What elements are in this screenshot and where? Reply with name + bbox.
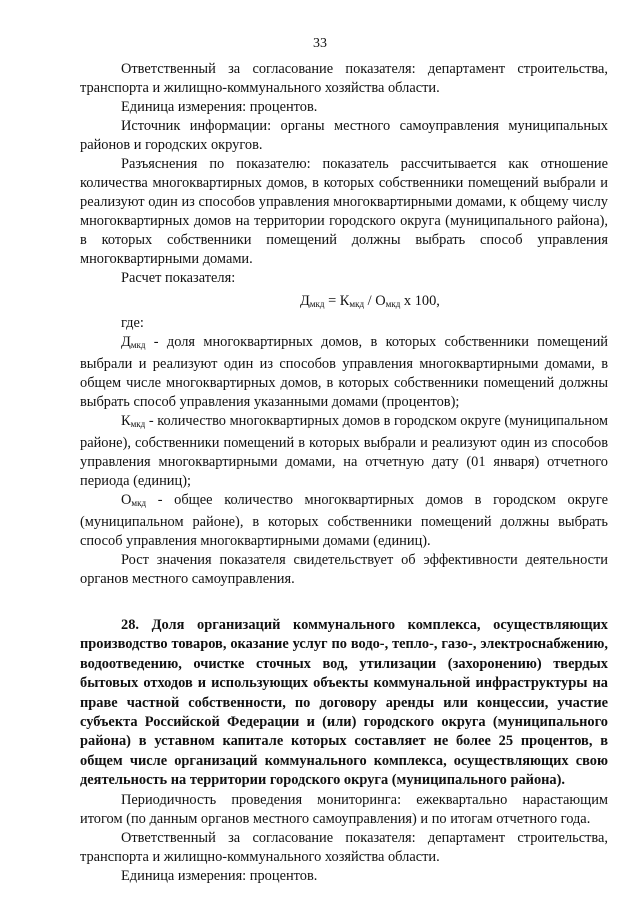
section-28-unit-paragraph: Единица измерения: процентов. (121, 867, 318, 884)
definition-o-symbol: О (121, 492, 132, 508)
periodicity-paragraph: Периодичность проведения мониторинга: ежеквартально нарастающим итогом (по данным органов местного самоуправления) и по итогам отчетного года. (80, 791, 608, 827)
definition-k-text: - количество многоквартирных домов в городском округе (муниципальном районе), собственники помещений в которых выбрали и реализуют один из способов управления многоквартирными домами, на отчетную дату (01 января) отчетного периода (единиц); (80, 413, 608, 489)
formula-lhs: Д (300, 293, 310, 309)
formula-denominator-subscript: мкд (385, 299, 401, 309)
page-content (80, 60, 608, 886)
formula-tail: х 100, (400, 293, 440, 309)
formula (80, 292, 608, 314)
formula-numerator-subscript: мкд (349, 299, 365, 309)
definition-k (80, 412, 608, 491)
definition-k-symbol: К (121, 413, 131, 429)
definition-d-subscript: мкд (130, 340, 146, 350)
formula-lhs-subscript: мкд (309, 299, 325, 309)
calculation-label: Расчет показателя: (121, 270, 236, 286)
where-label: где: (121, 315, 144, 331)
definition-o-subscript: мкд (131, 498, 147, 508)
section-28-responsible-paragraph: Ответственный за согласование показателя: департамент строительства, транспорта и жилищно-коммунального хозяйства области. (80, 829, 608, 865)
definition-o (80, 491, 608, 551)
definition-o-text: - общее количество многоквартирных домов в городском округе (муниципальном районе), в которых собственники помещений должны выбрать способ управления многоквартирными домами (единиц). (80, 492, 608, 549)
definition-k-subscript: мкд (130, 419, 146, 429)
definition-d-text: - доля многоквартирных домов, в которых собственники помещений выбрали и реализуют один из способов управления многоквартирными домами, в общем числе многоквартирных домов, в которых собственники помещений должны выбрать способ управления указанными домами (процентов); (80, 334, 608, 410)
source-paragraph: Источник информации: органы местного самоуправления муниципальных районов и городских округов. (80, 118, 608, 153)
formula-equals: = (324, 293, 340, 309)
formula-numerator: К (339, 293, 350, 309)
page-number: 33 (313, 36, 327, 51)
section-spacer (80, 589, 608, 616)
section-28-heading: 28. Доля организаций коммунального комплекса, осуществляющих производство товаров, оказание услуг по водо-, тепло-, газо-, электроснабжению, водоотведению, очистке сточных вод, утилизации (захоронению) твердых бытовых отходов и использующих объекты коммунальной инфраструктуры на праве частной собственности, по договору аренды или концессии, участие субъекта Российской Федерации и (или) городского округа (муниципального района) в уставном капитале которых составляет не более 25 процентов, в общем числе организаций коммунального комплекса, осуществляющих свою деятельность на территории городского округа (муниципального района). (80, 617, 608, 789)
explanation-paragraph: Разъяснения по показателю: показатель рассчитывается как отношение количества многоквартирных домов, в которых собственники помещений выбрали и реализуют один из способов управления многоквартирными домами, к общему числу многоквартирных домов на территории городского округа (муниципального района), в которых собственники помещений должны выбрать способ управления многоквартирными домами. (80, 156, 608, 267)
definition-d-symbol: Д (121, 334, 131, 350)
definition-d (80, 333, 608, 412)
responsible-paragraph: Ответственный за согласование показателя: департамент строительства, транспорта и жилищно-коммунального хозяйства области. (80, 61, 608, 96)
unit-paragraph: Единица измерения: процентов. (121, 99, 318, 115)
formula-denominator: О (375, 293, 386, 309)
growth-paragraph: Рост значения показателя свидетельствует об эффективности деятельности органов местного самоуправления. (80, 552, 608, 587)
formula-divide: / (364, 293, 376, 309)
